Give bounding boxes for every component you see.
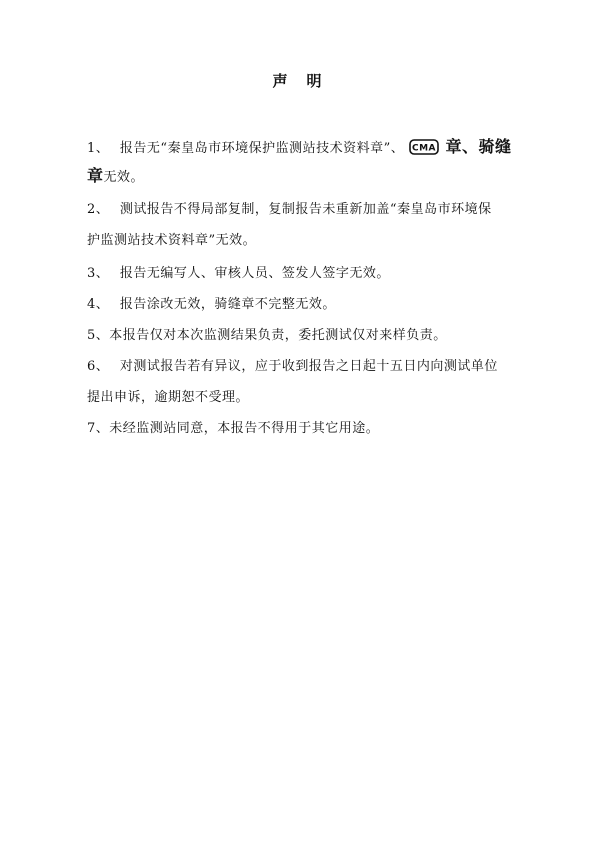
item-number: 4、 <box>87 297 110 312</box>
item-text: 5、本报告仅对本次监测结果负责，委托测试仅对来样负责。 <box>87 328 447 343</box>
item-text: 报告无“秦皇岛市环境保护监测站技术资料章”、 <box>119 141 405 156</box>
item-text: 提出申诉，逾期恕不受理。 <box>87 390 250 405</box>
statement-item-1 <box>87 134 512 157</box>
statement-item-6-cont <box>87 386 249 405</box>
item-text: 对测试报告若有异议，应于收到报告之日起十五日内向测试单位 <box>119 359 498 374</box>
statement-item-7 <box>87 417 379 436</box>
title-char-1: 声 <box>272 72 289 90</box>
cma-seal-text: CMA <box>411 143 436 154</box>
item-number: 3、 <box>87 266 110 281</box>
item-number: 6、 <box>87 359 110 374</box>
statement-item-4 <box>87 293 336 312</box>
title-char-2: 明 <box>306 72 323 90</box>
item-text: 无效。 <box>103 170 145 185</box>
item-text-bold: 章、骑缝 <box>445 137 512 156</box>
item-number: 2、 <box>87 202 110 217</box>
statement-item-6 <box>87 355 498 374</box>
item-text: 护监测站技术资料章”无效。 <box>87 233 257 248</box>
item-text: 报告无编写人、审核人员、签发人签字无效。 <box>119 266 390 281</box>
cma-seal-icon <box>409 139 439 155</box>
item-number: 1、 <box>87 141 110 156</box>
statement-item-3 <box>87 262 390 281</box>
page-title <box>0 70 595 91</box>
statement-item-1-cont <box>87 163 144 186</box>
statement-item-5 <box>87 324 447 343</box>
item-text: 测试报告不得局部复制，复制报告未重新加盖“秦皇岛市环境保 <box>119 202 492 217</box>
item-text: 报告涂改无效，骑缝章不完整无效。 <box>119 297 336 312</box>
statement-item-2-cont <box>87 229 256 248</box>
statement-item-2 <box>87 198 492 217</box>
item-text-bold: 章 <box>87 166 104 185</box>
item-text: 7、未经监测站同意，本报告不得用于其它用途。 <box>87 421 380 436</box>
